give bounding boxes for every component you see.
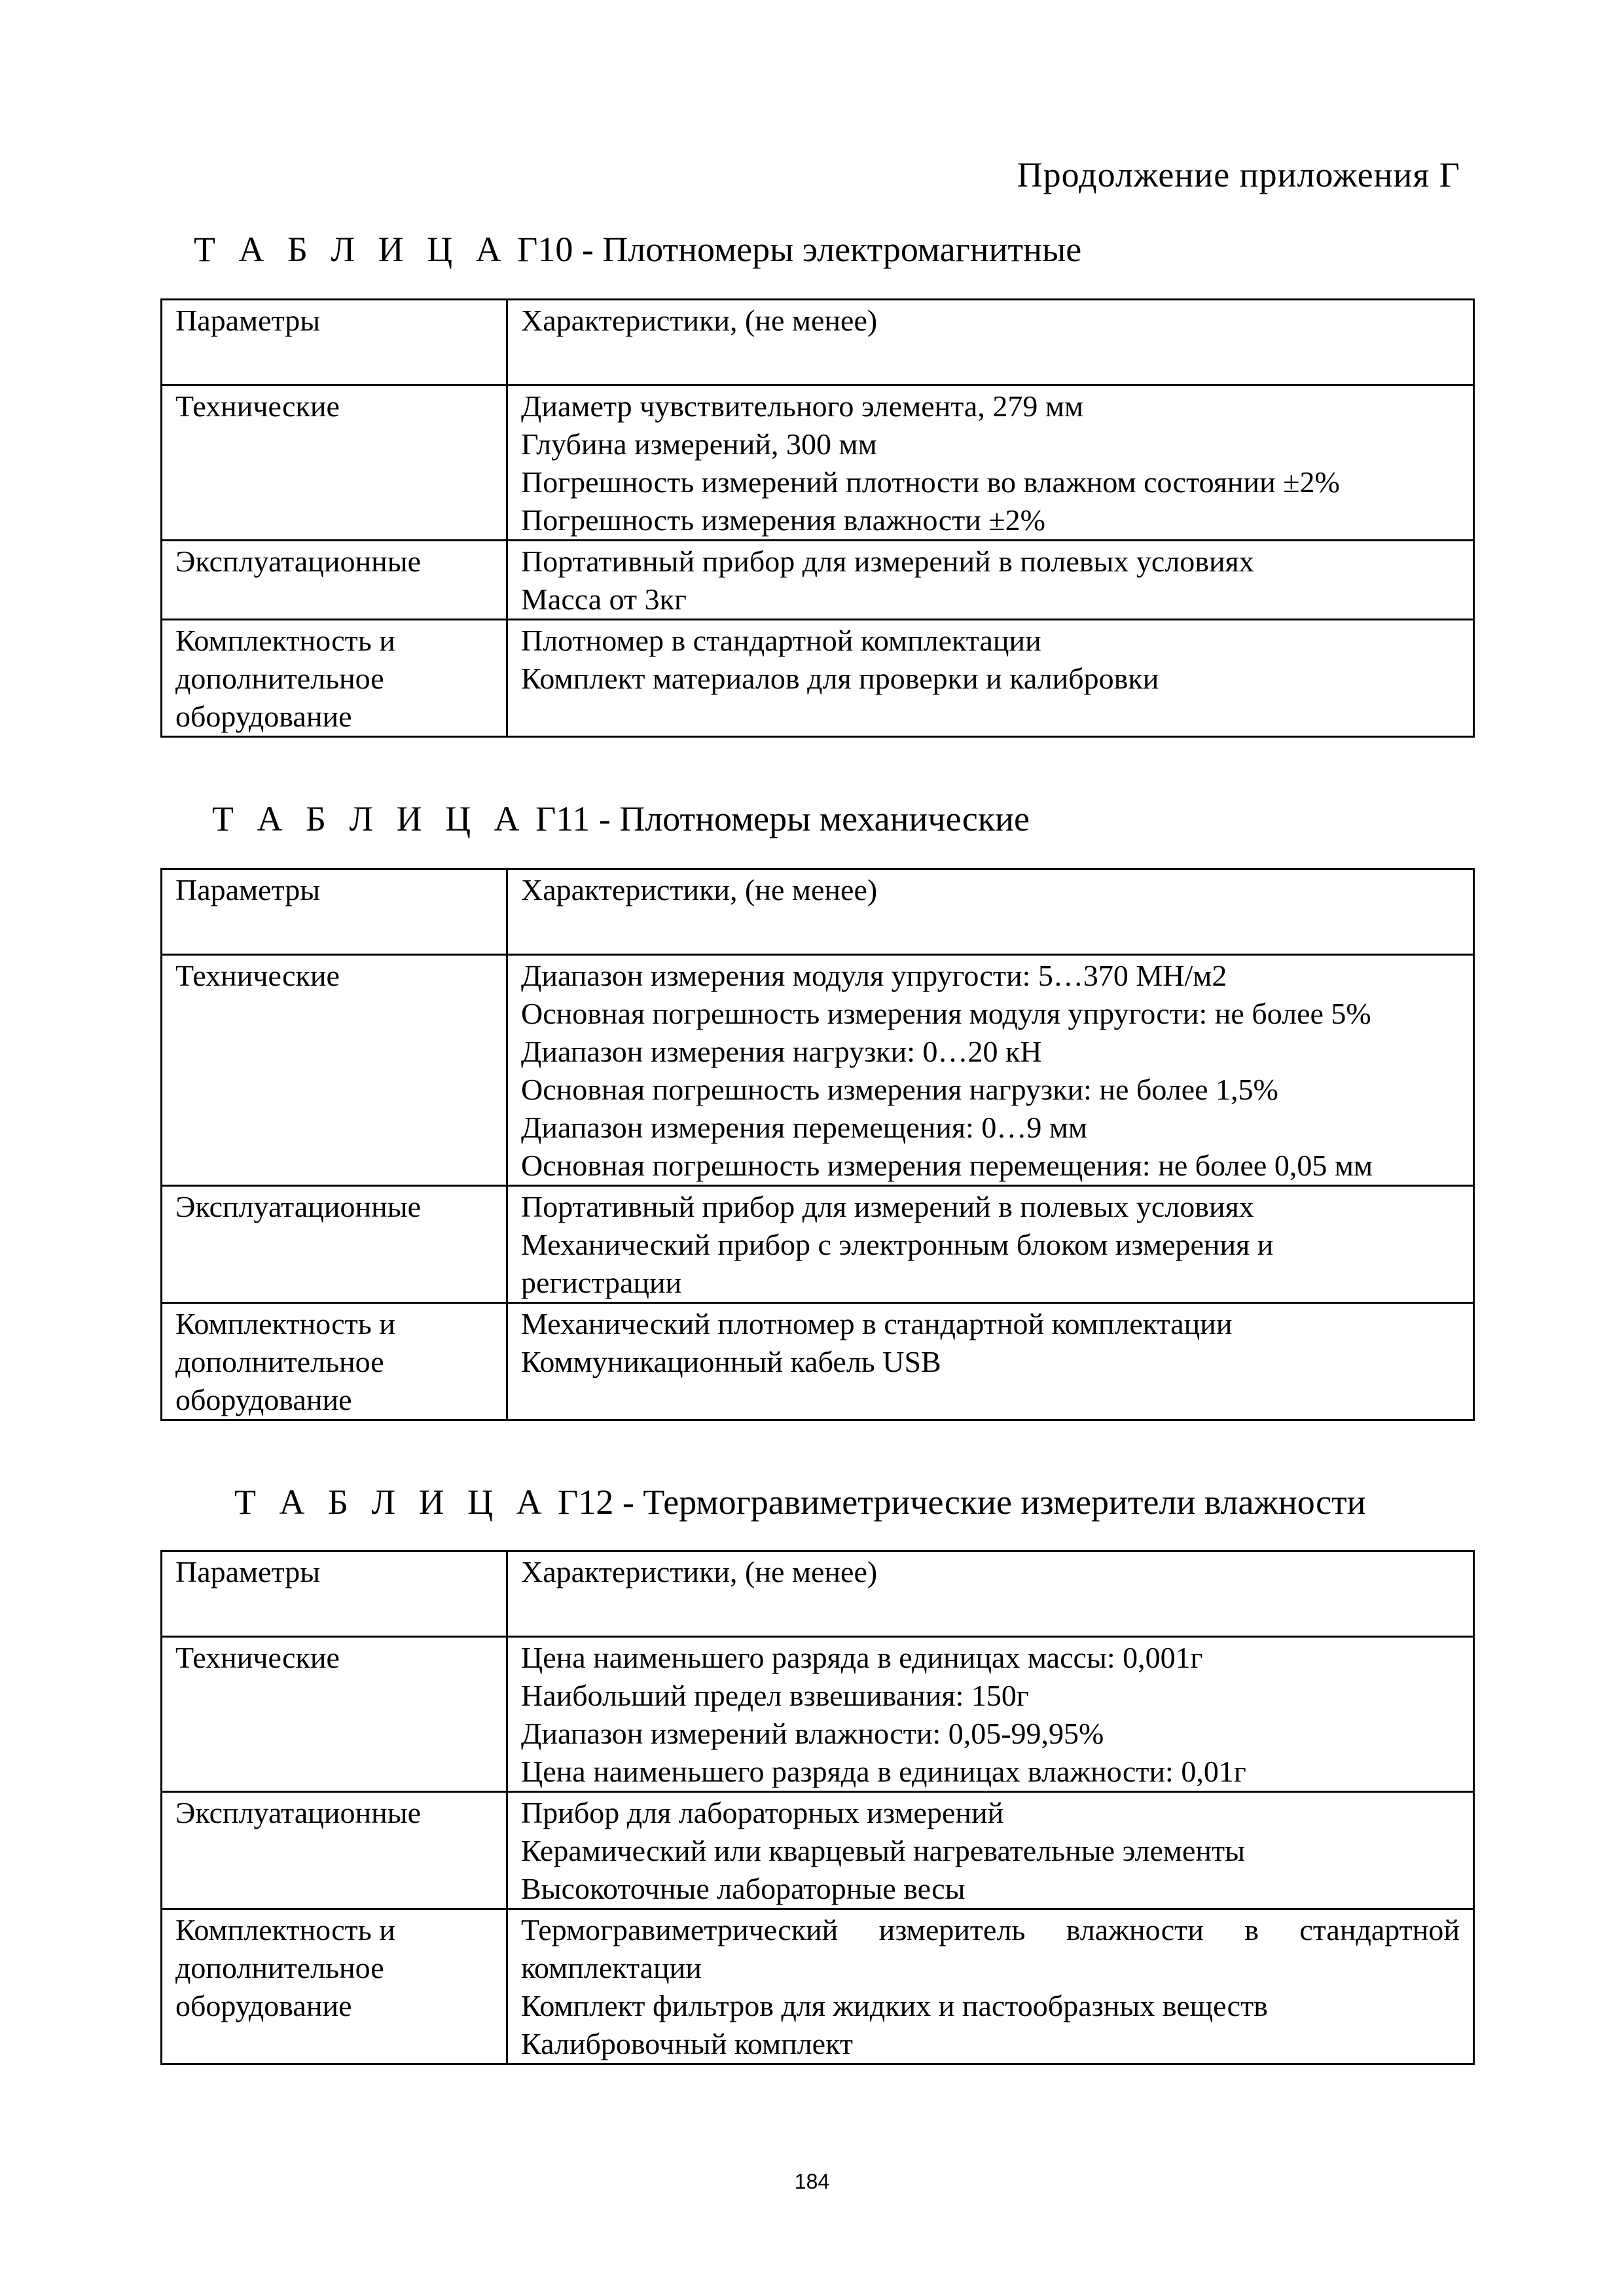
param-line: Технические — [175, 959, 340, 992]
table-row-operational — [162, 1792, 1474, 1909]
value-line: Цена наименьшего разряда в единицах массы: 0,001г — [521, 1641, 1203, 1674]
value-line: Наибольший предел взвешивания: 150г — [521, 1679, 1029, 1712]
header-cell-params: Параметры — [162, 1551, 507, 1637]
value-line: Диаметр чувствительного элемента, 279 мм — [521, 389, 1084, 423]
value-line: Основная погрешность измерения модуля упругости: не более 5% — [521, 997, 1371, 1030]
param-cell — [162, 541, 507, 620]
header-cell-characteristics: Характеристики, (не менее) — [507, 1551, 1474, 1637]
values-cell — [507, 386, 1474, 541]
value-line: Механический плотномер в стандартной комплектации — [521, 1307, 1233, 1340]
table-g10-label: Т А Б Л И Ц А — [194, 230, 509, 269]
param-line: Технические — [175, 389, 340, 423]
value-line: Механический прибор с электронным блоком измерения и — [521, 1228, 1274, 1261]
value-line: Прибор для лабораторных измерений — [521, 1796, 1004, 1829]
param-cell — [162, 955, 507, 1186]
value-line: Глубина измерений, 300 мм — [521, 427, 877, 461]
value-line: Погрешность измерений плотности во влажном состоянии ±2% — [521, 465, 1340, 499]
value-line: Калибровочный комплект — [521, 2027, 853, 2060]
param-line: оборудование — [175, 1989, 352, 2022]
header-cell-params: Параметры — [162, 869, 507, 955]
param-cell — [162, 1303, 507, 1420]
table-g11-number: Г11 - — [535, 799, 611, 838]
param-cell — [162, 386, 507, 541]
values-cell — [507, 541, 1474, 620]
value-line: Комплект фильтров для жидких и пастообразных веществ — [521, 1989, 1268, 2022]
table-row-technical — [162, 955, 1474, 1186]
header-cell-characteristics: Характеристики, (не менее) — [507, 300, 1474, 386]
table-row-operational — [162, 541, 1474, 620]
value-line: Высокоточные лабораторные весы — [521, 1872, 965, 1905]
value-line: регистрации — [521, 1266, 682, 1299]
value-line: Портативный прибор для измерений в полевых условиях — [521, 545, 1254, 578]
param-line: дополнительное — [175, 662, 384, 695]
param-line: оборудование — [175, 700, 352, 733]
table-g12-label: Т А Б Л И Ц А — [234, 1482, 549, 1522]
param-cell — [162, 1186, 507, 1303]
param-line: дополнительное — [175, 1345, 384, 1378]
param-line: Эксплуатационные — [175, 1190, 422, 1223]
table-g11-label: Т А Б Л И Ц А — [212, 799, 527, 838]
value-line: Плотномер в стандартной комплектации — [521, 624, 1041, 657]
values-cell — [507, 955, 1474, 1186]
value-line: Диапазон измерений влажности: 0,05-99,95% — [521, 1717, 1104, 1750]
table-header-row — [162, 1551, 1474, 1637]
param-cell — [162, 1909, 507, 2064]
table-row-equipment — [162, 1303, 1474, 1420]
value-line: Коммуникационный кабель USB — [521, 1345, 941, 1378]
values-cell — [507, 1186, 1474, 1303]
table-header-row — [162, 869, 1474, 955]
table-row-technical — [162, 386, 1474, 541]
value-line: Диапазон измерения перемещения: 0…9 мм — [521, 1111, 1088, 1144]
table-g11-title: Плотномеры механические — [619, 799, 1030, 838]
value-line: Диапазон измерения нагрузки: 0…20 кН — [521, 1035, 1042, 1068]
param-line: оборудование — [175, 1383, 352, 1416]
table-row-equipment — [162, 620, 1474, 737]
values-cell — [507, 1909, 1474, 2064]
table-g12-caption — [234, 1482, 1366, 1522]
table-row-equipment — [162, 1909, 1474, 2064]
param-line: Комплектность и — [175, 1307, 395, 1340]
table-header-row — [162, 300, 1474, 386]
param-cell — [162, 1792, 507, 1909]
value-line: Термогравиметрический измеритель влажности в стандартной — [521, 1913, 1460, 1946]
value-line: Комплект материалов для проверки и калибровки — [521, 662, 1159, 695]
value-line: Основная погрешность измерения нагрузки: не более 1,5% — [521, 1073, 1278, 1106]
param-line: дополнительное — [175, 1951, 384, 1984]
param-line: Комплектность и — [175, 1913, 395, 1946]
table-g12-title: Термогравиметрические измерители влажности — [643, 1482, 1366, 1522]
values-cell — [507, 1303, 1474, 1420]
value-line: Диапазон измерения модуля упругости: 5…370 МН/м2 — [521, 959, 1227, 992]
header-cell-characteristics: Характеристики, (не менее) — [507, 869, 1474, 955]
header-cell-params: Параметры — [162, 300, 507, 386]
value-line: Портативный прибор для измерений в полевых условиях — [521, 1190, 1254, 1223]
table-g12-number: Г12 - — [558, 1482, 634, 1522]
value-line: Погрешность измерения влажности ±2% — [521, 503, 1045, 537]
table-g11-caption — [212, 798, 1030, 839]
param-line: Технические — [175, 1641, 340, 1674]
table-g10-caption — [194, 229, 1081, 270]
value-line: комплектации — [521, 1951, 702, 1984]
table-g11 — [160, 868, 1475, 1421]
values-cell — [507, 1792, 1474, 1909]
values-cell — [507, 620, 1474, 737]
value-line: Масса от 3кг — [521, 583, 687, 616]
param-line: Эксплуатационные — [175, 1796, 422, 1829]
param-line: Комплектность и — [175, 624, 395, 657]
values-cell — [507, 1637, 1474, 1792]
page-number: 184 — [794, 2170, 830, 2193]
value-line: Основная погрешность измерения перемещения: не более 0,05 мм — [521, 1149, 1373, 1182]
value-line: Цена наименьшего разряда в единицах влажности: 0,01г — [521, 1755, 1246, 1788]
table-g12 — [160, 1550, 1475, 2065]
param-line: Эксплуатационные — [175, 545, 422, 578]
table-row-operational — [162, 1186, 1474, 1303]
param-cell — [162, 1637, 507, 1792]
table-g10-title: Плотномеры электромагнитные — [602, 230, 1082, 269]
param-cell — [162, 620, 507, 737]
table-g10-number: Г10 - — [517, 230, 594, 269]
table-g10 — [160, 298, 1475, 738]
table-row-technical — [162, 1637, 1474, 1792]
value-line: Керамический или кварцевый нагревательные элементы — [521, 1834, 1246, 1867]
continuation-heading: Продолжение приложения Г — [1017, 155, 1460, 194]
